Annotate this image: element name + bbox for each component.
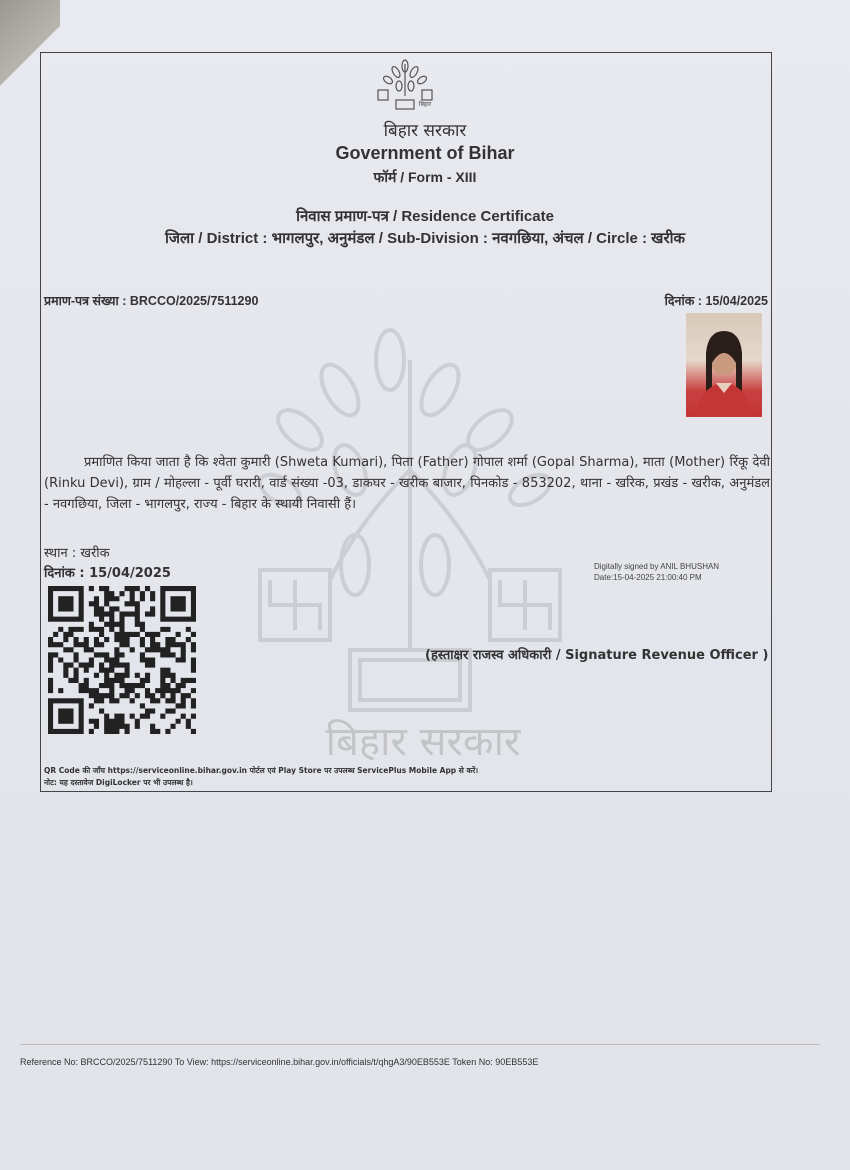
footer-divider — [20, 1044, 820, 1045]
signature-officer: (हस्ताक्षर राजस्व अधिकारी / Signature Revenue Officer ) — [425, 648, 769, 663]
district-line: जिला / District : भागलपुर, अनुमंडल / Sub-Division : नवगछिया, अंचल / Circle : खरीक — [165, 230, 685, 247]
certification-paragraph — [44, 452, 770, 515]
certificate-date: दिनांक : 15/04/2025 — [664, 294, 768, 308]
government-title-english: Government of Bihar — [335, 143, 515, 163]
certificate-number: प्रमाण-पत्र संख्या : BRCCO/2025/7511290 — [44, 294, 259, 308]
qr-note-line-2: नोट: यह दस्तावेज DigiLocker पर भी उपलब्ध है। — [44, 778, 193, 787]
qr-verification-note — [44, 765, 544, 789]
footer-reference: Reference No: BRCCO/2025/7511290 To View: https://serviceonline.bihar.gov.in/officials/t/qhgA3/90EB553E Token No: 90EB553E — [20, 1057, 539, 1067]
qr-note-line-1: QR Code की जाँच https://serviceonline.bihar.gov.in पोर्टल एवं Play Store पर उपलब्ध ServicePlus Mobile App से करें। — [44, 766, 479, 775]
digital-signature-date: Date:15-04-2025 21:00:40 PM — [594, 573, 702, 582]
issue-place: स्थान : खरीक — [44, 546, 110, 561]
digital-signature-signer: Digitally signed by ANIL BHUSHAN — [594, 562, 720, 571]
certification-text: प्रमाणित किया जाता है कि श्वेता कुमारी (Shweta Kumari), पिता (Father) गोपाल शर्मा (Gopal Sharma), माता (Mother) रिंकू देवी (Rinku Devi), ग्राम / मोहल्ला - पूर्वी घरारी, वार्ड संख्या -03, डाकघर - खरीक बाजार, पिनकोड - 853202, थाना - खरिक, प्रखंड - खरीक, अनुमंडल - नवगछिया, जिला - भागलपुर, राज्य - बिहार के स्थायी निवासी हैं। — [44, 455, 770, 512]
watermark-text: बिहार सरकार — [325, 719, 521, 765]
government-title-hindi: बिहार सरकार — [383, 121, 467, 141]
applicant-photo — [686, 313, 762, 417]
form-number: फॉर्म / Form - XIII — [373, 169, 477, 185]
emblem-caption: बिहार — [418, 101, 432, 108]
certificate-title: निवास प्रमाण-पत्र / Residence Certificate — [296, 208, 554, 225]
issue-date: दिनांक : 15/04/2025 — [44, 566, 171, 581]
verification-qr-code[interactable] — [48, 586, 196, 734]
digital-signature-block — [594, 561, 719, 583]
